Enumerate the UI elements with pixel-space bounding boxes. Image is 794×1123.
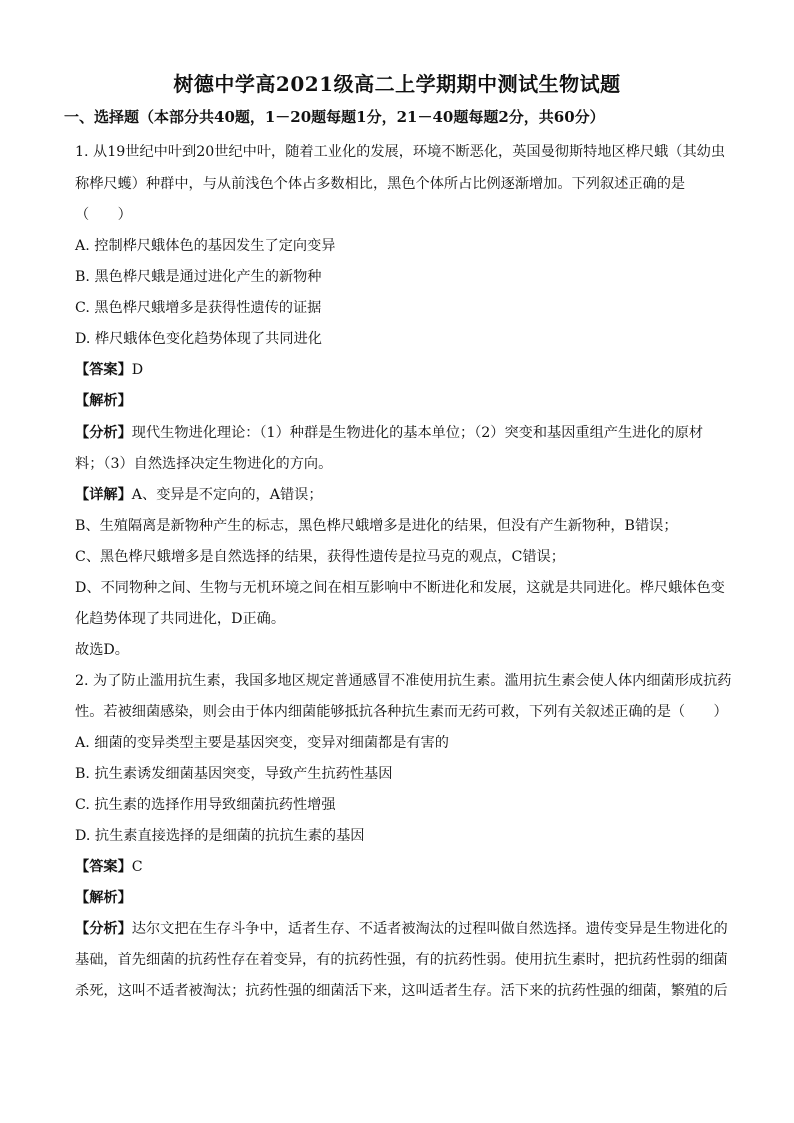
q1-option-a: A. 控制桦尺蛾体色的基因发生了定向变异 — [75, 238, 336, 254]
q1-conclusion: 故选D。 — [75, 642, 129, 658]
q2-fenxi-line1: 【分析】达尔文把在生存斗争中，适者生存、不适者被淘汰的过程叫做自然选择。遗传变异是生物进化的 — [75, 921, 728, 937]
q1-option-b: B. 黑色桦尺蛾是通过进化产生的新物种 — [75, 269, 322, 285]
q1-stem-line2: 称桦尺蠖）种群中，与从前浅色个体占多数相比，黑色个体所占比例逐渐增加。下列叙述正确的是 — [75, 176, 686, 192]
q2-option-a: A. 细菌的变异类型主要是基因突变，变异对细菌都是有害的 — [75, 735, 449, 751]
q1-detail-tag: 【详解】 — [75, 487, 132, 503]
q1-detail-line4: D、不同物种之间、生物与无机环境之间在相互影响中不断进化和发展，这就是共同进化。桦尺蛾体色变 — [75, 580, 725, 596]
q1-detail-line3: C、黑色桦尺蛾增多是自然选择的结果，获得性遗传是拉马克的观点，C错误； — [75, 549, 565, 565]
q1-detail-line1: 【详解】A、变异是不定向的，A错误； — [75, 487, 323, 503]
q2-stem-line1: 2. 为了防止滥用抗生素，我国多地区规定普通感冒不准使用抗生素。滥用抗生素会使人体内细菌形成抗药 — [75, 673, 732, 689]
q2-analysis-tag: 【解析】 — [75, 890, 132, 906]
q2-answer-value: C — [131, 859, 143, 875]
q2-option-d: D. 抗生素直接选择的是细菌的抗抗生素的基因 — [75, 828, 365, 844]
q2-answer-tag: 【答案】 — [75, 859, 132, 875]
section-heading: 一、选择题（本部分共40题，1－20题每题1分，21－40题每题2分，共60分） — [64, 108, 605, 126]
q1-answer — [75, 361, 725, 379]
q1-analysis-tag: 【解析】 — [75, 393, 132, 409]
q1-stem-line3: （ ） — [75, 207, 132, 223]
q2-option-c: C. 抗生素的选择作用导致细菌抗药性增强 — [75, 797, 336, 813]
q1-option-d: D. 桦尺蛾体色变化趋势体现了共同进化 — [75, 331, 322, 347]
q2-option-b: B. 抗生素诱发细菌基因突变，导致产生抗药性基因 — [75, 766, 393, 782]
q2-fenxi-tag: 【分析】 — [75, 921, 132, 937]
q1-detail-line2: B、生殖隔离是新物种产生的标志，黑色桦尺蛾增多是进化的结果，但没有产生新物种，B错误； — [75, 518, 678, 534]
q1-fenxi-line2: 料；（3）自然选择决定生物进化的方向。 — [75, 456, 333, 472]
page-title: 树德中学高2021级高二上学期期中测试生物试题 — [173, 72, 621, 96]
q2-fenxi-line3: 杀死，这叫不适者被淘汰；抗药性强的细菌活下来，这叫适者生存。活下来的抗药性强的细菌，繁殖的后 — [75, 983, 728, 999]
q1-stem-line1: 1. 从19世纪中叶到20世纪中叶，随着工业化的发展，环境不断恶化，英国曼彻斯特地区桦尺蛾（其幼虫 — [75, 144, 726, 160]
q1-detail-line5: 化趋势体现了共同进化，D正确。 — [75, 611, 286, 627]
q2-fenxi-line2: 基础，首先细菌的抗药性存在着变异，有的抗药性强，有的抗药性弱。使用抗生素时，把抗药性弱的细菌 — [75, 952, 728, 968]
q1-answer-value: D — [131, 362, 144, 378]
q1-fenxi-line1: 【分析】现代生物进化理论：（1）种群是生物进化的基本单位；（2）突变和基因重组产生进化的原材 — [75, 425, 704, 441]
q2-answer — [75, 858, 725, 876]
q2-stem-line2: 性。若被细菌感染，则会由于体内细菌能够抵抗各种抗生素而无药可救，下列有关叙述正确的是（ ） — [75, 704, 728, 720]
q1-answer-tag: 【答案】 — [75, 362, 132, 378]
q1-option-c: C. 黑色桦尺蛾增多是获得性遗传的证据 — [75, 300, 322, 316]
q1-fenxi-tag: 【分析】 — [75, 425, 132, 441]
